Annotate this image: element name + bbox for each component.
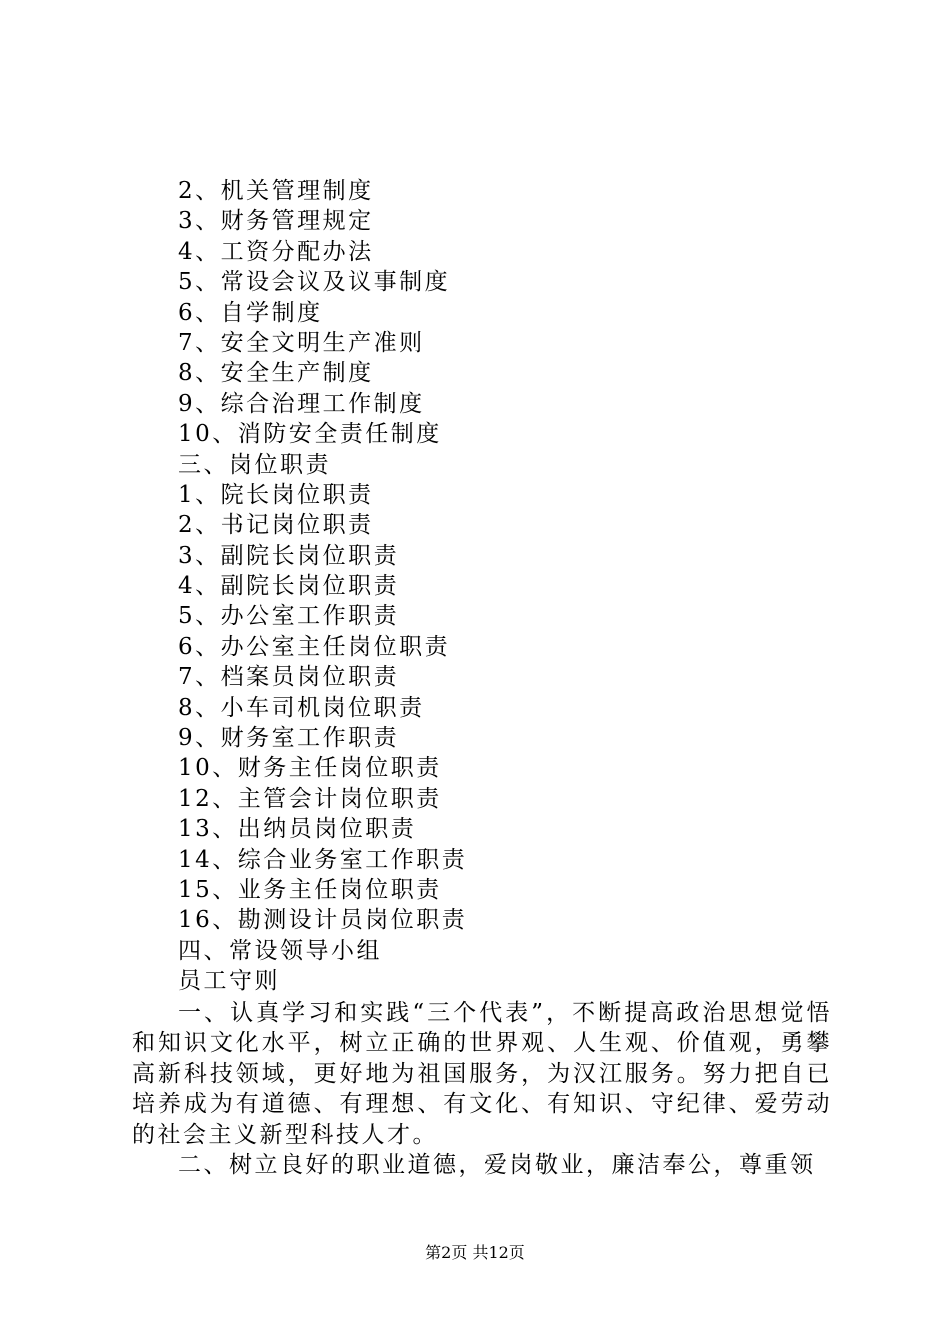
list-item: 5、常设会议及议事制度 <box>178 269 451 296</box>
list-item: 13、出纳员岗位职责 <box>178 816 417 843</box>
list-item: 8、小车司机岗位职责 <box>178 694 425 721</box>
section-heading: 三、岗位职责 <box>178 451 331 478</box>
list-item: 10、消防安全责任制度 <box>178 421 442 448</box>
list-item: 9、综合治理工作制度 <box>178 390 425 417</box>
list-item: 7、档案员岗位职责 <box>178 664 400 691</box>
page-footer: 第2页 共12页 <box>425 1243 525 1262</box>
list-item: 15、业务主任岗位职责 <box>178 876 442 903</box>
list-item: 16、勘测设计员岗位职责 <box>178 907 468 934</box>
paragraph: 一、认真学习和实践“三个代表”，不断提高政治思想觉悟和知识文化水平，树立正确的世界观、人生观、价值观，勇攀高新科技领域，更好地为祖国服务，为汉江服务。努力把自已培养成为有道德、有理想、有文化、有知识、守纪律、爱劳动的社会主义新型科技人才。 <box>132 1000 832 1148</box>
list-item: 10、财务主任岗位职责 <box>178 755 442 782</box>
section-heading: 员工守则 <box>178 968 280 995</box>
body-paragraphs <box>132 998 832 1180</box>
list-item: 6、自学制度 <box>178 299 323 326</box>
list-item: 12、主管会计岗位职责 <box>178 785 442 812</box>
outline-list <box>178 176 878 997</box>
list-item: 4、副院长岗位职责 <box>178 573 400 600</box>
section-heading: 四、常设领导小组 <box>178 937 382 964</box>
list-item: 9、财务室工作职责 <box>178 725 400 752</box>
list-item: 8、安全生产制度 <box>178 360 374 387</box>
list-item: 2、书记岗位职责 <box>178 512 374 539</box>
list-item: 4、工资分配办法 <box>178 238 374 265</box>
list-item: 2、机关管理制度 <box>178 178 374 204</box>
list-item: 1、院长岗位职责 <box>178 481 374 508</box>
list-item: 6、办公室主任岗位职责 <box>178 633 451 660</box>
list-item: 7、安全文明生产准则 <box>178 329 425 356</box>
list-item: 5、办公室工作职责 <box>178 603 400 630</box>
paragraph: 二、树立良好的职业道德，爱岗敬业，廉洁奉公，尊重领 <box>178 1152 816 1179</box>
list-item: 3、财务管理规定 <box>178 208 374 235</box>
list-item: 14、综合业务室工作职责 <box>178 846 468 873</box>
list-item: 3、副院长岗位职责 <box>178 542 400 569</box>
